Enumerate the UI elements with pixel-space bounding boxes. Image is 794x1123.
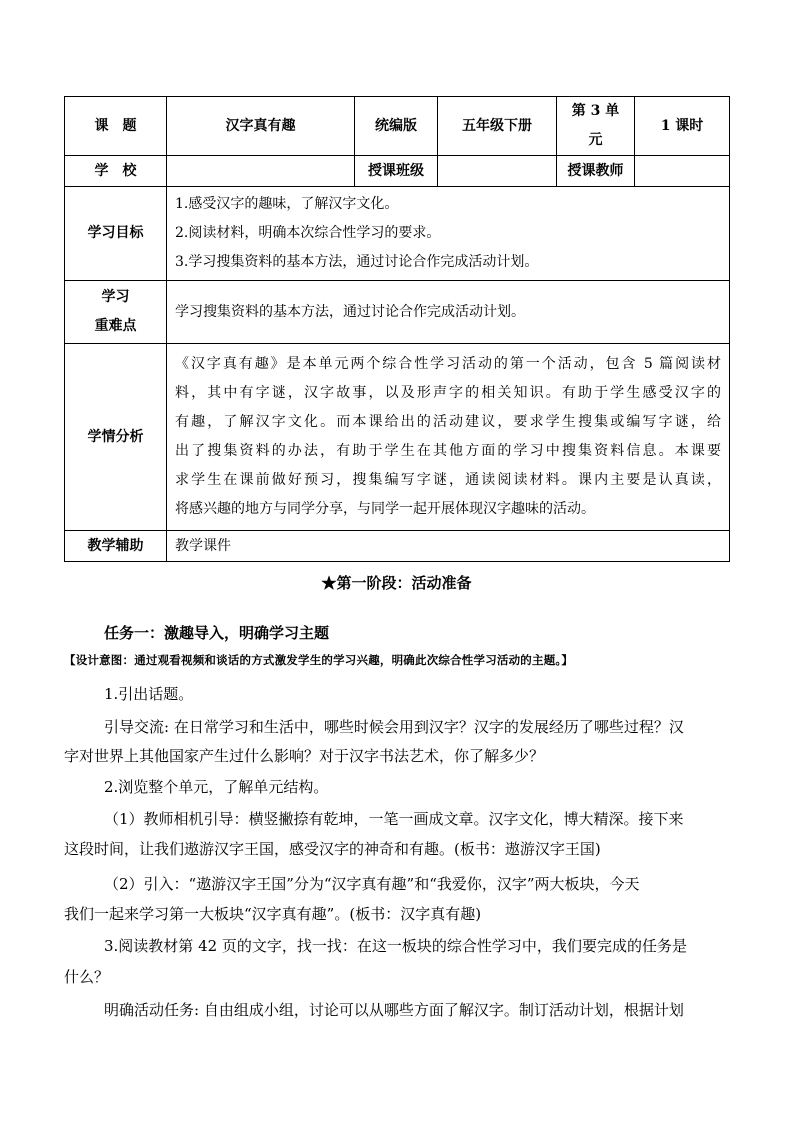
analysis-content xyxy=(167,344,730,531)
grade: 五年级下册 xyxy=(438,97,557,156)
paragraph: 什么？ xyxy=(64,968,110,986)
teacher-label: 授课教师 xyxy=(557,156,635,187)
key-points-label-line2: 重难点 xyxy=(94,318,137,334)
class-label: 授课班级 xyxy=(355,156,438,187)
paragraph: 字对世界上其他国家产生过什么影响？对于汉字书法艺术，你了解多少？ xyxy=(64,747,545,765)
lesson-label: 课 题 xyxy=(65,97,167,156)
analysis-line: 求学生在课前做好预习，搜集编写字谜，通读阅读材料。课内主要是认真读， xyxy=(175,472,721,488)
table-row-key-points xyxy=(65,281,730,344)
table-row-lesson xyxy=(65,97,730,156)
school-value xyxy=(167,156,355,187)
lesson-info-table xyxy=(64,96,730,562)
paragraph: 1.引出话题。 xyxy=(104,685,194,703)
design-intent: 【设计意图：通过观看视频和谈话的方式激发学生的学习兴趣，明确此次综合性学习活动的主题。】 xyxy=(64,653,574,667)
paragraph: （1）教师相机引导：横竖撇捺有乾坤，一笔一画成文章。汉字文化，博大精深。接下来 xyxy=(104,810,684,828)
table-row-analysis xyxy=(65,344,730,531)
paragraph: 2.浏览整个单元，了解单元结构。 xyxy=(104,778,329,796)
paragraph: 我们一起来学习第一大板块“汉字真有趣”。(板书：汉字真有趣) xyxy=(64,905,482,923)
aids-label: 教学辅助 xyxy=(65,531,167,562)
analysis-line: 料，其中有字谜，汉字故事，以及形声字的相关知识。有助于学生感受汉字的 xyxy=(175,385,721,401)
analysis-line: 有趣，了解汉字文化。而本课给出的活动建议，要求学生搜集或编写字谜，给 xyxy=(175,414,721,430)
paragraph: 明确活动任务: 自由组成小组，讨论可以从哪些方面了解汉字。制订活动计划，根据计划 xyxy=(104,1001,684,1019)
key-points-text: 学习搜集资料的基本方法，通过讨论合作完成活动计划。 xyxy=(167,281,730,344)
table-row-school xyxy=(65,156,730,187)
paragraph: 3.阅读教材第 42 页的文字，找一找：在这一板块的综合性学习中，我们要完成的任务是 xyxy=(104,937,687,955)
paragraph: 这段时间，让我们遨游汉字王国，感受汉字的神奇和有趣。(板书：遨游汉字王国) xyxy=(64,840,601,858)
key-points-label xyxy=(65,281,167,344)
table-row-objectives xyxy=(65,187,730,281)
unit: 第 3 单元 xyxy=(557,97,635,156)
objectives-label: 学习目标 xyxy=(65,187,167,281)
teacher-value xyxy=(635,156,730,187)
objective-item: 3.学习搜集资料的基本方法，通过讨论合作完成活动计划。 xyxy=(175,254,539,270)
period: 1 课时 xyxy=(635,97,730,156)
aids-text: 教学课件 xyxy=(167,531,730,562)
analysis-line: 出了搜集资料的办法，有助于学生在其他方面的学习中搜集资料信息。本课要 xyxy=(175,443,721,459)
school-label: 学 校 xyxy=(65,156,167,187)
objectives-content xyxy=(167,187,730,281)
table-row-aids xyxy=(65,531,730,562)
paragraph: （2）引入：“遨游汉字王国”分为“汉字真有趣”和“我爱你，汉字”两大板块，今天 xyxy=(104,875,640,893)
paragraph: 引导交流: 在日常学习和生活中，哪些时候会用到汉字？汉字的发展经历了哪些过程？汉 xyxy=(104,718,684,736)
objective-item: 2.阅读材料，明确本次综合性学习的要求。 xyxy=(175,225,441,241)
analysis-label: 学情分析 xyxy=(65,344,167,531)
objective-item: 1.感受汉字的趣味，了解汉字文化。 xyxy=(175,196,399,212)
key-points-label-line1: 学习 xyxy=(101,289,130,305)
class-value xyxy=(438,156,557,187)
analysis-line: 将感兴趣的地方与同学分享，与同学一起开展体现汉字趣味的活动。 xyxy=(175,501,595,517)
task-title: 任务一：激趣导入，明确学习主题 xyxy=(104,624,330,642)
analysis-line: 《汉字真有趣》是本单元两个综合性学习活动的第一个活动，包含 5 篇阅读材 xyxy=(175,356,721,372)
lesson-title: 汉字真有趣 xyxy=(167,97,355,156)
stage-title: ★第一阶段：活动准备 xyxy=(321,574,472,592)
edition: 统编版 xyxy=(355,97,438,156)
